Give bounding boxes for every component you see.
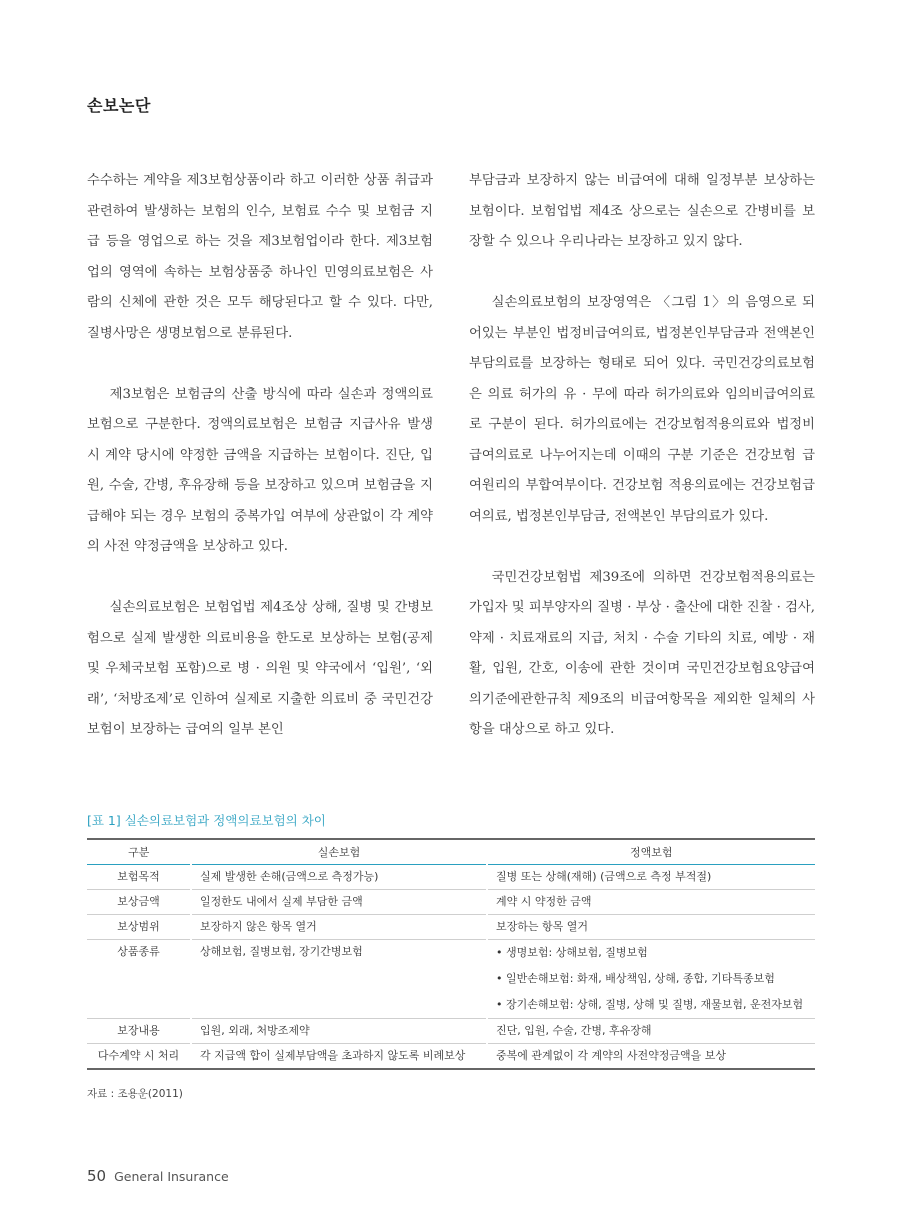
column-header: 구분	[87, 839, 191, 865]
column-header: 정액보험	[487, 839, 815, 865]
fixed-cell: 질병 또는 상해(재해) (금액으로 측정 부적절)	[487, 865, 815, 890]
table-row	[87, 890, 815, 915]
row-category: 보상범위	[87, 915, 191, 940]
indemnity-cell: 실제 발생한 손해(금액으로 측정가능)	[191, 865, 487, 890]
indemnity-cell: 일정한도 내에서 실제 부담한 금액	[191, 890, 487, 915]
table-row	[87, 865, 815, 890]
table-row	[87, 1044, 815, 1070]
paragraph: 실손의료보험은 보험업법 제4조상 상해, 질병 및 간병보험으로 실제 발생한 의료비용을 한도로 보상하는 보험(공제 및 우체국보험 포함)으로 병 · 의원 및 약국에서 ‘입원’, ‘외래’, ‘처방조제’로 인하여 실제로 지출한 의료비 중 국민건강보험이 보장하는 급여의 일부 본인	[87, 600, 433, 737]
row-category: 보험목적	[87, 865, 191, 890]
paragraph: 제3보험은 보험금의 산출 방식에 따라 실손과 정액의료보험으로 구분한다. 정액의료보험은 보험금 지급사유 발생 시 계약 당시에 약정한 금액을 지급하는 보험이다. 진단, 입원, 수술, 간병, 후유장해 등을 보장하고 있으며 보험금을 지급해야 되는 경우 보험의 중복가입 여부에 상관없이 각 계약의 사전 약정금액을 보상하고 있다.	[87, 386, 433, 554]
body-column-right	[469, 166, 815, 776]
fixed-cell: 중복에 관계없이 각 계약의 사전약정금액을 보상	[487, 1044, 815, 1070]
comparison-table	[87, 838, 815, 1070]
bullet-item: • 일반손해보험: 화재, 배상책임, 상해, 종합, 기타특종보험	[496, 972, 775, 985]
table-row	[87, 940, 815, 1019]
paragraph: 수수하는 계약을 제3보험상품이라 하고 이러한 상품 취급과 관련하여 발생하는 보험의 인수, 보험료 수수 및 보험금 지급 등을 영업으로 하는 것을 제3보험업이라 한다. 제3보험업의 영역에 속하는 보험상품중 하나인 민영의료보험은 사람의 신체에 관한 것은 모두 해당된다고 할 수 있다. 다만, 질병사망은 생명보험으로 분류된다.	[87, 173, 433, 341]
row-category: 상품종류	[87, 940, 191, 1019]
column-header: 실손보험	[191, 839, 487, 865]
table-row	[87, 1019, 815, 1044]
bullet-item: • 장기손해보험: 상해, 질병, 상해 및 질병, 재물보험, 운전자보험	[496, 998, 804, 1011]
fixed-cell: 진단, 입원, 수술, 간병, 후유장해	[487, 1019, 815, 1044]
row-category: 다수계약 시 처리	[87, 1044, 191, 1070]
indemnity-cell: 상해보험, 질병보험, 장기간병보험	[191, 940, 487, 1019]
table-header-row	[87, 839, 815, 865]
row-category: 보상금액	[87, 890, 191, 915]
section-header: 손보논단	[87, 96, 151, 115]
paragraph: 국민건강보험법 제39조에 의하면 건강보험적용의료는 가입자 및 피부양자의 질병 · 부상 · 출산에 대한 진찰 · 검사, 약제 · 치료재료의 지급, 처치 · 수술 기타의 치료, 예방 · 재활, 입원, 간호, 이송에 관한 것이며 국민건강보험요양급여의기준에관한규칙 제9조의 비급여항목을 제외한 일체의 사항을 대상으로 하고 있다.	[469, 569, 815, 737]
table-row	[87, 915, 815, 940]
indemnity-cell: 보장하지 않은 항목 열거	[191, 915, 487, 940]
body-column-left	[87, 166, 433, 776]
page-footer	[87, 1167, 229, 1185]
bullet-item: • 생명보험: 상해보험, 질병보험	[496, 946, 648, 959]
row-category: 보장내용	[87, 1019, 191, 1044]
fixed-cell: 보장하는 항목 열거	[487, 915, 815, 940]
paragraph: 부담금과 보장하지 않는 비급여에 대해 일정부분 보상하는 보험이다. 보험업법 제4조 상으로는 실손으로 간병비를 보장할 수 있으나 우리나라는 보장하고 있지 않다.	[469, 173, 815, 249]
indemnity-cell: 각 지급액 합이 실제부담액을 초과하지 않도록 비례보상	[191, 1044, 487, 1070]
table-source: 자료 : 조용운(2011)	[87, 1088, 183, 1100]
indemnity-cell: 입원, 외래, 처방조제약	[191, 1019, 487, 1044]
fixed-cell	[487, 940, 815, 1019]
fixed-cell: 계약 시 약정한 금액	[487, 890, 815, 915]
paragraph: 실손의료보험의 보장영역은 〈그림 1〉의 음영으로 되어있는 부분인 법정비급여의료, 법정본인부담금과 전액본인부담의료를 보장하는 형태로 되어 있다. 국민건강의료보험은 의료 허가의 유 · 무에 따라 허가의료와 임의비급여의료로 구분이 된다. 허가의료에는 건강보험적용의료와 법정비급여의료로 나누어지는데 이때의 구분 기준은 건강보험 급여원리의 부합여부이다. 건강보험 적용의료에는 건강보험급여의료, 법정본인부담금, 전액본인 부담의료가 있다.	[469, 295, 815, 524]
publication-name: General Insurance	[114, 1169, 229, 1184]
table-caption: [표 1] 실손의료보험과 정액의료보험의 차이	[87, 813, 326, 828]
page-number: 50	[87, 1167, 107, 1185]
